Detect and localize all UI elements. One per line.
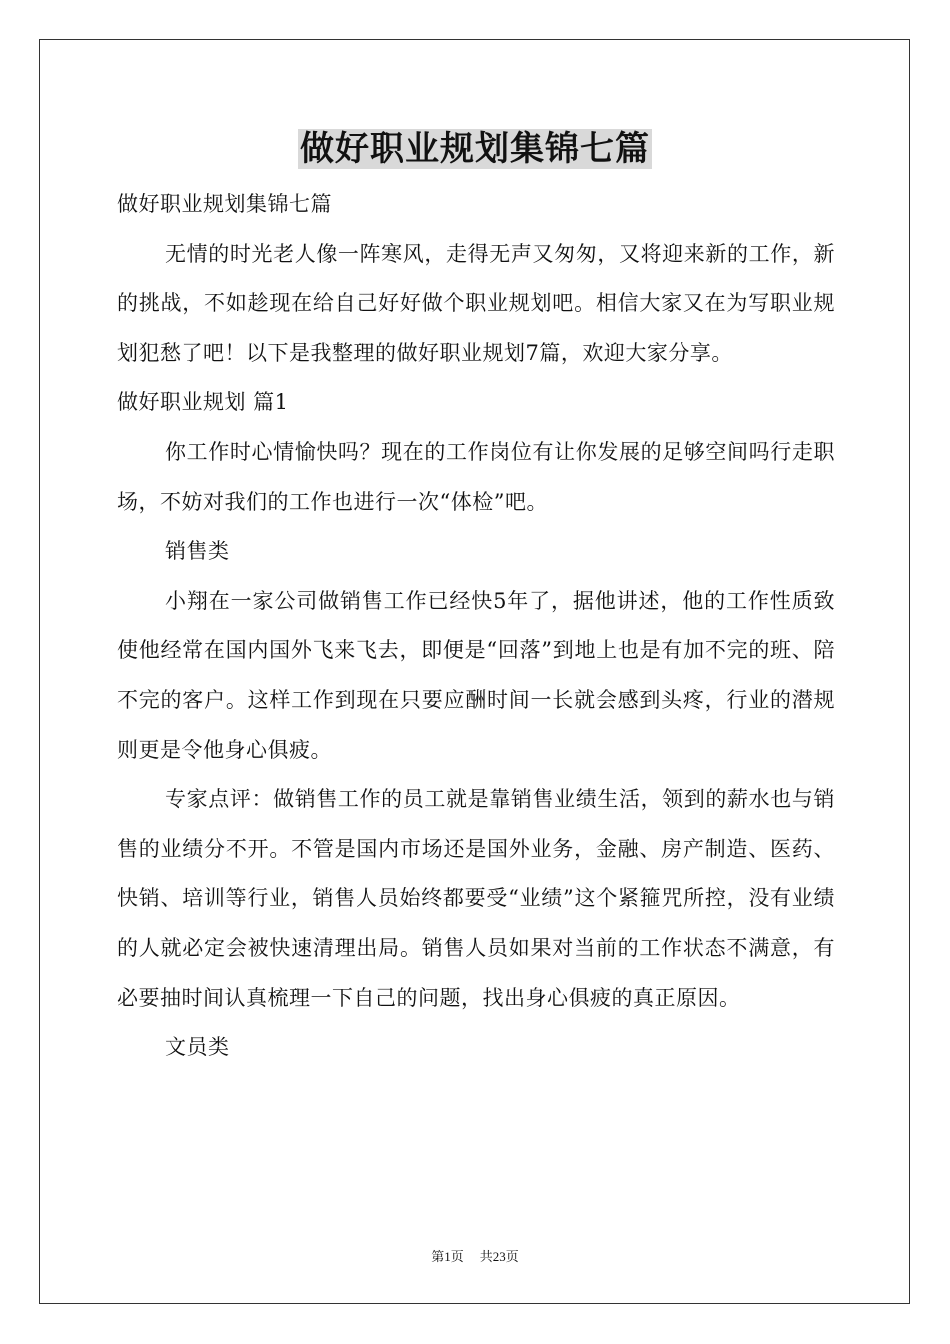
paragraph-intro: 无情的时光老人像一阵寒风，走得无声又匆匆，又将迎来新的工作，新的挑战，不如趁现在给自己好好做个职业规划吧。相信大家又在为写职业规划犯愁了吧！以下是我整理的做好职业规划7篇，欢迎大家分享。 (117, 241, 835, 365)
paragraph-subtitle: 做好职业规划集锦七篇 (117, 192, 332, 216)
paragraph: 小翔在一家公司做销售工作已经快5年了，据他讲述，他的工作性质致使他经常在国内国外飞来飞去，即便是“回落”到地上也是有加不完的班、陪不完的客户。这样工作到现在只要应酬时间一长就会感到头疼，行业的潜规则更是令他身心俱疲。 (117, 588, 835, 762)
document-title (0, 126, 950, 172)
section-heading: 做好职业规划 篇1 (117, 390, 289, 415)
paragraph-expert-comment: 专家点评：做销售工作的员工就是靠销售业绩生活，领到的薪水也与销售的业绩分不开。不管是国内市场还是国外业务，金融、房产制造、医药、快销、培训等行业，销售人员始终都要受“业绩”这个紧箍咒所控，没有业绩的人就必定会被快速清理出局。销售人员如果对当前的工作状态不满意，有必要抽时间认真梳理一下自己的问题，找出身心俱疲的真正原因。 (117, 787, 835, 1010)
document-title-text: 做好职业规划集锦七篇 (300, 129, 650, 169)
category-heading-sales: 销售类 (165, 539, 230, 564)
paragraph: 你工作时心情愉快吗？现在的工作岗位有让你发展的足够空间吗行走职场，不妨对我们的工作也进行一次“体检”吧。 (117, 439, 835, 514)
page-footer (0, 1248, 950, 1266)
page-total: 共23页 (479, 1249, 519, 1264)
category-heading-clerk: 文员类 (165, 1035, 230, 1060)
page-number: 第1页 (431, 1249, 464, 1264)
document-body (117, 180, 835, 1073)
